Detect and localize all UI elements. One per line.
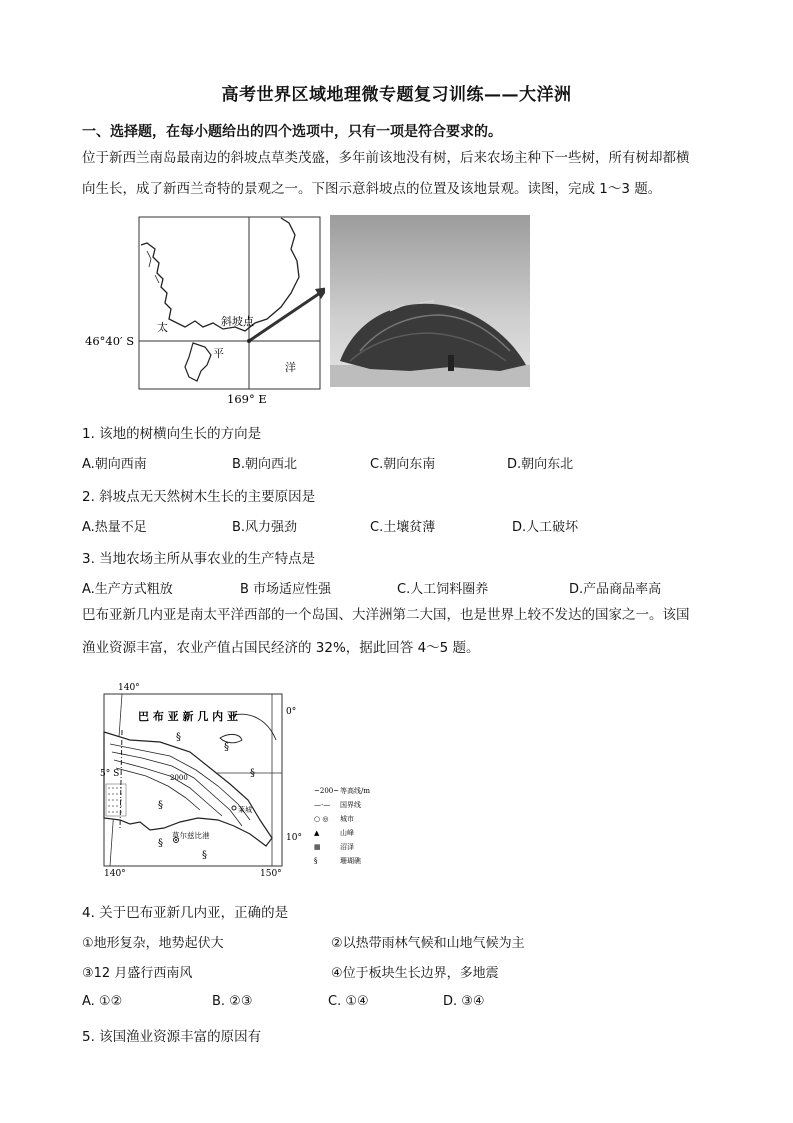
q2-option-b[interactable]: B.风力强劲 — [232, 520, 298, 535]
slope-point-label: 斜坡点 — [221, 315, 254, 328]
q5-stem: 5. 该国渔业资源丰富的原因有 — [82, 1029, 262, 1045]
svg-text:§: § — [176, 732, 181, 743]
ocean-char-1: 太 — [157, 321, 168, 334]
map-legend — [314, 786, 370, 865]
lon-140-top: 140° — [118, 683, 140, 693]
svg-text:§: § — [202, 850, 207, 861]
q2-option-a[interactable]: A.热量不足 — [82, 520, 147, 535]
lon-label: 169° E — [227, 392, 267, 406]
svg-text:§: § — [158, 838, 163, 849]
svg-text:§: § — [158, 800, 163, 811]
lat-label: 46°40′ S — [85, 334, 135, 348]
svg-text:珊瑚礁: 珊瑚礁 — [340, 857, 361, 865]
q4-option-d[interactable]: D. ③④ — [443, 994, 485, 1009]
country-label: 巴 布 亚 新 几 内 亚 — [138, 710, 238, 723]
q1-option-c[interactable]: C.朝向东南 — [370, 457, 436, 472]
q2-option-c[interactable]: C.土壤贫薄 — [370, 520, 436, 535]
q1-option-d[interactable]: D.朝向东北 — [507, 457, 574, 472]
photo-windswept-tree — [330, 215, 530, 387]
svg-text:§: § — [314, 857, 318, 865]
city-port-moresby-label: 莫尔兹比港 — [172, 831, 210, 840]
map-papua-new-guinea — [100, 680, 385, 880]
ocean-char-2: 平 — [213, 347, 224, 360]
q1-option-a[interactable]: A.朝向西南 — [82, 457, 147, 472]
lat-0: 0° — [286, 707, 297, 717]
lat-5: 5° S — [100, 769, 120, 779]
q4-item-1: ①地形复杂，地势起伏大 — [82, 936, 224, 951]
q4-option-c[interactable]: C. ①④ — [328, 994, 369, 1009]
lat-10: 10° — [286, 833, 302, 843]
svg-text:—·—: —·— — [314, 801, 331, 809]
svg-text:~200~: ~200~ — [314, 787, 340, 795]
q3-stem: 3. 当地农场主所从事农业的生产特点是 — [82, 551, 316, 567]
svg-text:等高线/m: 等高线/m — [340, 787, 370, 795]
section-heading: 一、选择题，在每小题给出的四个选项中，只有一项是符合要求的。 — [82, 124, 502, 140]
q2-option-d[interactable]: D.人工破坏 — [512, 520, 579, 535]
slope-point-dot — [247, 339, 251, 343]
intro1-line2: 向生长，成了新西兰奇特的景观之一。下图示意斜坡点的位置及该地景观。读图，完成 1～3 题。 — [82, 181, 662, 197]
q4-item-2: ②以热带雨林气候和山地气候为主 — [331, 936, 525, 951]
city-lae-label: 莱城 — [238, 806, 252, 814]
q1-option-b[interactable]: B.朝向西北 — [232, 457, 298, 472]
q4-stem: 4. 关于巴布亚新几内亚，正确的是 — [82, 905, 289, 921]
intro2-line2: 渔业资源丰富，农业产值占国民经济的 32%，据此回答 4～5 题。 — [82, 640, 480, 656]
contour-label: 2000 — [170, 774, 188, 782]
intro2-line1: 巴布亚新几内亚是南太平洋西部的一个岛国、大洋洲第二大国，也是世界上较不发达的国家之一。该国 — [82, 607, 690, 623]
q4-option-b[interactable]: B. ②③ — [212, 994, 253, 1009]
lon-150: 150° — [260, 869, 282, 879]
q3-option-d[interactable]: D.产品商品率高 — [569, 582, 662, 597]
q3-option-b[interactable]: B 市场适应性强 — [240, 582, 332, 597]
intro1-line1: 位于新西兰南岛最南边的斜坡点草类茂盛，多年前该地没有树，后来农场主种下一些树，所有树却都横 — [82, 150, 690, 166]
q3-option-c[interactable]: C.人工饲料圈养 — [397, 582, 489, 597]
svg-text:○ ◎: ○ ◎ — [314, 815, 329, 823]
q4-option-a[interactable]: A. ①② — [82, 994, 123, 1009]
ocean-char-3: 洋 — [285, 361, 296, 374]
q4-item-3: ③12 月盛行西南风 — [82, 966, 193, 981]
lon-140-bottom: 140° — [104, 869, 126, 879]
svg-text:▦: ▦ — [314, 843, 321, 851]
q1-stem: 1. 该地的树横向生长的方向是 — [82, 426, 262, 442]
q4-item-4: ④位于板块生长边界，多地震 — [331, 966, 499, 981]
svg-text:▲: ▲ — [314, 829, 320, 837]
svg-text:§: § — [250, 768, 255, 779]
svg-text:国界线: 国界线 — [340, 801, 361, 809]
svg-text:沼泽: 沼泽 — [340, 843, 354, 851]
q3-option-a[interactable]: A.生产方式粗放 — [82, 582, 173, 597]
svg-text:山峰: 山峰 — [340, 829, 354, 837]
page-title: 高考世界区域地理微专题复习训练——大洋洲 — [221, 85, 572, 105]
q2-stem: 2. 斜坡点无天然树木生长的主要原因是 — [82, 489, 316, 505]
svg-text:城市: 城市 — [340, 815, 354, 823]
map-slope-point — [85, 215, 325, 407]
svg-text:§: § — [224, 742, 229, 753]
